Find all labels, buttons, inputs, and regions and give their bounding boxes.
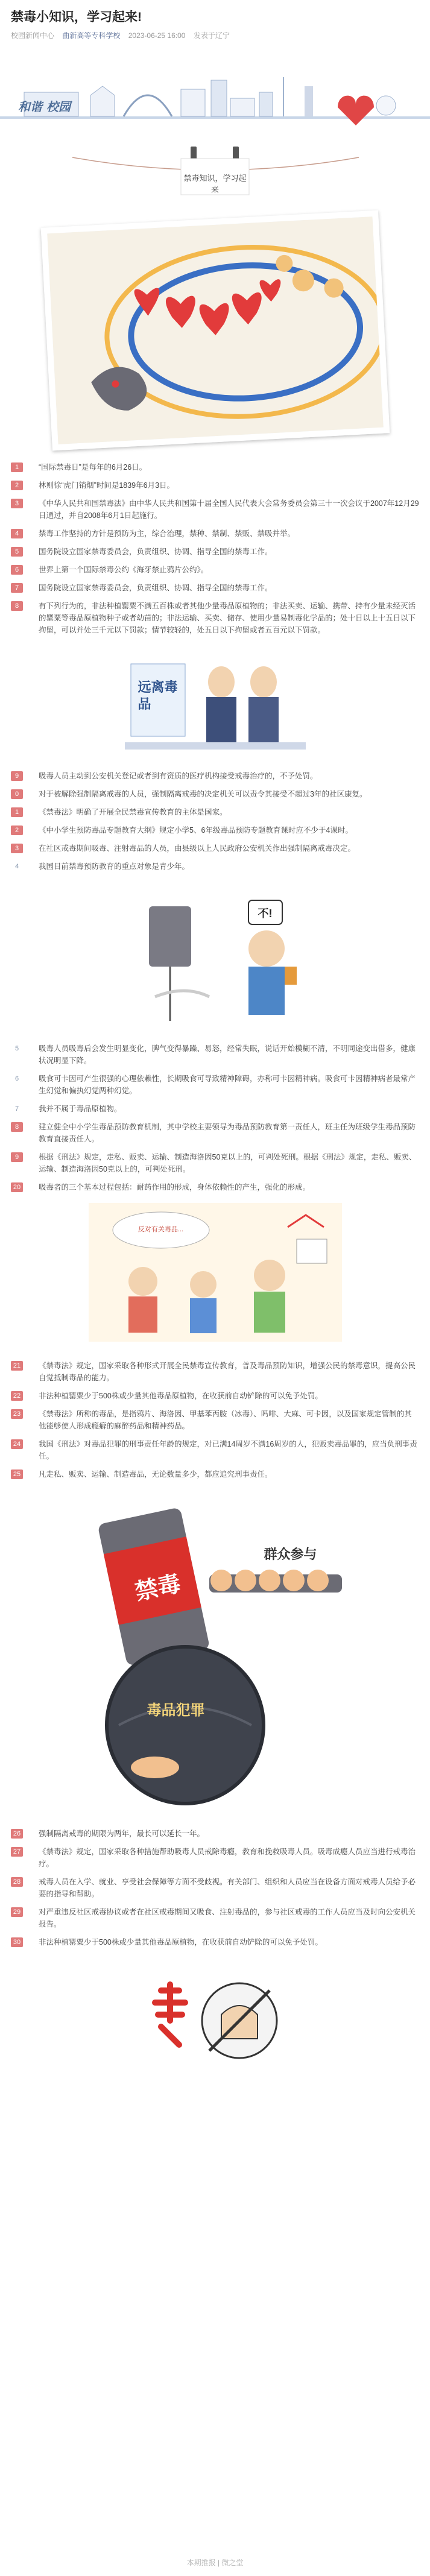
item-number: 4 (14, 863, 19, 870)
skeleton-hand-boy-illustration (113, 882, 318, 1033)
item-text: 《中华人民共和国禁毒法》由中华人民共和国第十届全国人民代表大会常务委员会第三十一次会议于2007年12月29日通过，并自2008年6月1日起施行。 (39, 499, 419, 520)
campus-skyline-illustration (0, 50, 430, 140)
list-item (11, 1906, 419, 1930)
comic-caption: 反对有关毒品... (138, 1226, 184, 1233)
item-number: 4 (11, 529, 23, 538)
meta-source2-link[interactable]: 曲新高等专科学校 (62, 31, 121, 40)
item-text: 我国《刑法》对毒品犯罪的刑事责任年龄的规定，对已满14周岁不满16周岁的人，犯贩卖毒品罪的，应当负刑事责任。 (39, 1440, 417, 1460)
list-item (11, 582, 419, 594)
meta-source1: 校园新闻中心 (11, 31, 55, 40)
item-text: 有下列行为的，非法种植罂粟不满五百株或者其他少量毒品原植物的；非法买卖、运输、携带、持有少量未经灭活的罂粟等毒品原植物种子或者幼苗的；非法运输、买卖、储存、使用少量易制毒化学品的；处十日以上十五日以下拘留，可以并处三千元以下罚款；情节较轻的，处五日以下拘留或者五百元以下罚款。 (39, 602, 416, 634)
speech-bubble-text: 不! (258, 908, 273, 920)
item-text: 根据《刑法》规定，走私、贩卖、运输、制造海洛因50克以上的，可判处死刑。根据《刑法》规定，走私、贩卖、运输、制造海洛因50克以上的，可判处死刑。 (39, 1153, 417, 1173)
illustration-say-no (113, 882, 318, 1033)
item-text: 禁毒工作坚持的方针是预防为主，综合治理，禁种、禁制、禁贩、禁吸并举。 (39, 529, 296, 538)
knowledge-list-1 (0, 461, 430, 636)
knowledge-list-3 (0, 1043, 430, 1193)
item-number: 2 (11, 826, 23, 835)
item-text: 林则徐“虎门销烟”时间是1839年6月3日。 (39, 481, 175, 490)
crackdown-poster-illustration (58, 1490, 372, 1816)
list-item (11, 528, 419, 540)
item-text: 国务院设立国家禁毒委员会，负责组织、协调、指导全国的禁毒工作。 (39, 584, 273, 592)
item-number: 22 (11, 1391, 23, 1401)
item-number: 2 (11, 481, 23, 490)
item-number: 26 (11, 1829, 23, 1839)
list-item (11, 1390, 419, 1402)
article-meta (11, 30, 419, 40)
list-item (11, 479, 419, 491)
fist-poison-illustration (137, 1966, 294, 2069)
item-text: 《中小学生预防毒品专题教育大纲》规定小学5、6年级毒品预防专题教育课时应不少于4课时。 (39, 826, 353, 835)
item-text: 戒毒人员在入学、就业、享受社会保障等方面不受歧视。有关部门、组织和人员应当在设备方面对戒毒人员给予必要的指导和帮助。 (39, 1878, 416, 1898)
item-text: 强制隔离戒毒的期限为两年，最长可以延长一年。 (39, 1829, 205, 1838)
list-item (11, 1103, 419, 1115)
item-number: 8 (11, 601, 23, 611)
list-item (11, 1438, 419, 1462)
item-number: 27 (11, 1847, 23, 1857)
item-number: 24 (11, 1439, 23, 1449)
list-item (11, 1043, 419, 1067)
item-text: 《禁毒法》规定，国家采取各种措施帮助吸毒人员戒除毒瘾，教育和挽救吸毒人员。吸毒成瘾人员应当进行戒毒治疗。 (39, 1848, 416, 1868)
meta-date: 2023-06-25 16:00 (128, 31, 186, 40)
item-number: 28 (11, 1877, 23, 1887)
list-item (11, 1121, 419, 1145)
list-item (11, 1468, 419, 1480)
item-text: 建立健全中小学生毒品预防教育机制，其中学校主要领导为毒品预防教育第一责任人，班主任为班级学生毒品预防教育直接责任人。 (39, 1123, 416, 1143)
item-number: 1 (11, 462, 23, 472)
item-number: 3 (11, 499, 23, 508)
article-title: 禁毒小知识，学习起来! (11, 10, 142, 24)
item-number: 6 (11, 565, 23, 575)
list-item (11, 1936, 419, 1948)
list-item (11, 461, 419, 473)
illustration-comic (89, 1203, 342, 1342)
poster-1-wrapper (0, 213, 430, 454)
item-number: 9 (11, 771, 23, 781)
item-number: 7 (14, 1105, 19, 1113)
item-number: 8 (11, 1122, 23, 1132)
item-text: 在社区戒毒期间吸毒、注射毒品的人员，由县级以上人民政府公安机关作出强制隔离戒毒决定。 (39, 844, 356, 853)
item-number: 1 (11, 807, 23, 817)
item-text: 《禁毒法》所称的毒品，是指鸦片、海洛因、甲基苯丙胺（冰毒）、吗啡、大麻、可卡因，以及国家规定管制的其他能够使人形成瘾癖的麻醉药品和精神药品。 (39, 1410, 412, 1430)
list-item (11, 546, 419, 558)
illustration-stay-away (125, 646, 306, 760)
item-number: 20 (11, 1182, 23, 1192)
poster-label-crime: 毒品犯罪 (147, 1702, 205, 1719)
knowledge-list-5 (0, 1828, 430, 1948)
meta-location: 发表于辽宁 (193, 31, 230, 40)
poster-1 (40, 210, 390, 451)
list-item (11, 1408, 419, 1432)
list-item (11, 806, 419, 818)
item-number: 25 (11, 1470, 23, 1479)
campus-banner (0, 50, 430, 140)
drug-dragon-illustration (47, 216, 384, 444)
item-number: 30 (11, 1937, 23, 1947)
list-item (11, 1828, 419, 1840)
list-item (11, 1876, 419, 1900)
item-number: 0 (11, 789, 23, 799)
item-text: 我国目前禁毒预防教育的重点对象是青少年。 (39, 862, 190, 871)
item-text: 非法种植罂粟少于500株或少量其他毒品原植物，在收获前自动铲除的可以免予处罚。 (39, 1392, 323, 1400)
item-number: 5 (11, 547, 23, 557)
poster-label-jindu: 禁毒 (132, 1571, 183, 1606)
campus-art-text: 和谐 校园 (18, 99, 71, 114)
item-number: 23 (11, 1409, 23, 1419)
list-item (11, 770, 419, 782)
item-text: 吸毒人员主动到公安机关登记或者到有资质的医疗机构接受戒毒治疗的，不予处罚。 (39, 772, 318, 780)
list-item (11, 788, 419, 800)
knowledge-list-2 (0, 770, 430, 873)
item-text: 《禁毒法》明确了开展全民禁毒宣传教育的主体是国家。 (39, 808, 227, 816)
item-text: 对于被解除强制隔离戒毒的人员，强制隔离戒毒的决定机关可以责令其接受不超过3年的社区康复。 (39, 790, 367, 798)
knowledge-list-4 (0, 1360, 430, 1480)
illustration-fist (137, 1966, 294, 2069)
item-text: 吸毒人员吸毒后会发生明显变化，脾气变得暴躁、易怒，经常失眠，说话开始模糊不清，不明同途变出借多，健康状况明显下降。 (39, 1044, 416, 1065)
list-item (11, 842, 419, 854)
tagline-text: 禁毒知识，学习起来 (183, 174, 247, 194)
list-item (11, 564, 419, 576)
list-item (11, 824, 419, 836)
list-item (11, 600, 419, 636)
item-number: 3 (11, 844, 23, 853)
item-text: “国际禁毒日”是每年的6月26日。 (39, 463, 147, 472)
item-text: 吸食可卡因可产生很强的心理依赖性，长期吸食可导致精神障碍，亦称可卡因精神病。吸食可卡因精神病者最常产生幻觉和偏执幻觉两种幻觉。 (39, 1075, 416, 1095)
illustration-crackdown (58, 1490, 372, 1816)
item-text: 吸毒者的三个基本过程包括：耐药作用的形成，身体依赖性的产生，强化的形成。 (39, 1183, 311, 1192)
tagline-section (0, 140, 430, 213)
drug-box-label: 远离毒品 (138, 680, 178, 712)
item-text: 凡走私、贩卖、运输、制造毒品，无论数量多少，都应追究刑事责任。 (39, 1470, 273, 1479)
item-number: 21 (11, 1361, 23, 1371)
item-number: 6 (14, 1075, 19, 1082)
item-text: 我并不属于毒品原植物。 (39, 1105, 122, 1113)
list-item (11, 1151, 419, 1175)
item-text: 国务院设立国家禁毒委员会，负责组织、协调、指导全国的禁毒工作。 (39, 548, 273, 556)
list-item (11, 1181, 419, 1193)
list-item (11, 1360, 419, 1384)
article-header (0, 0, 430, 45)
item-text: 非法种植罂粟少于500株或少量其他毒品原植物，在收获前自动铲除的可以免予处罚。 (39, 1938, 323, 1946)
list-item (11, 860, 419, 873)
list-item (11, 1073, 419, 1097)
item-number: 29 (11, 1907, 23, 1917)
item-text: 对严重违反社区戒毒协议或者在社区戒毒期间又吸食、注射毒品的，参与社区戒毒的工作人员应当及时向公安机关报告。 (39, 1908, 416, 1928)
list-item (11, 1846, 419, 1870)
item-text: 世界上第一个国际禁毒公约《海牙禁止鸦片公约》。 (39, 566, 209, 574)
item-text: 《禁毒法》规定，国家采取各种形式开展全民禁毒宣传教育，普及毒品预防知识，增强公民的禁毒意识，提高公民自觉抵制毒品的能力。 (39, 1362, 416, 1382)
article-footer: 本期推报 | 微之堂 (186, 2559, 244, 2567)
poster-label-public: 群众参与 (264, 1547, 317, 1562)
item-number: 9 (11, 1152, 23, 1162)
list-item (11, 497, 419, 522)
item-number: 5 (14, 1045, 19, 1052)
item-number: 7 (11, 583, 23, 593)
